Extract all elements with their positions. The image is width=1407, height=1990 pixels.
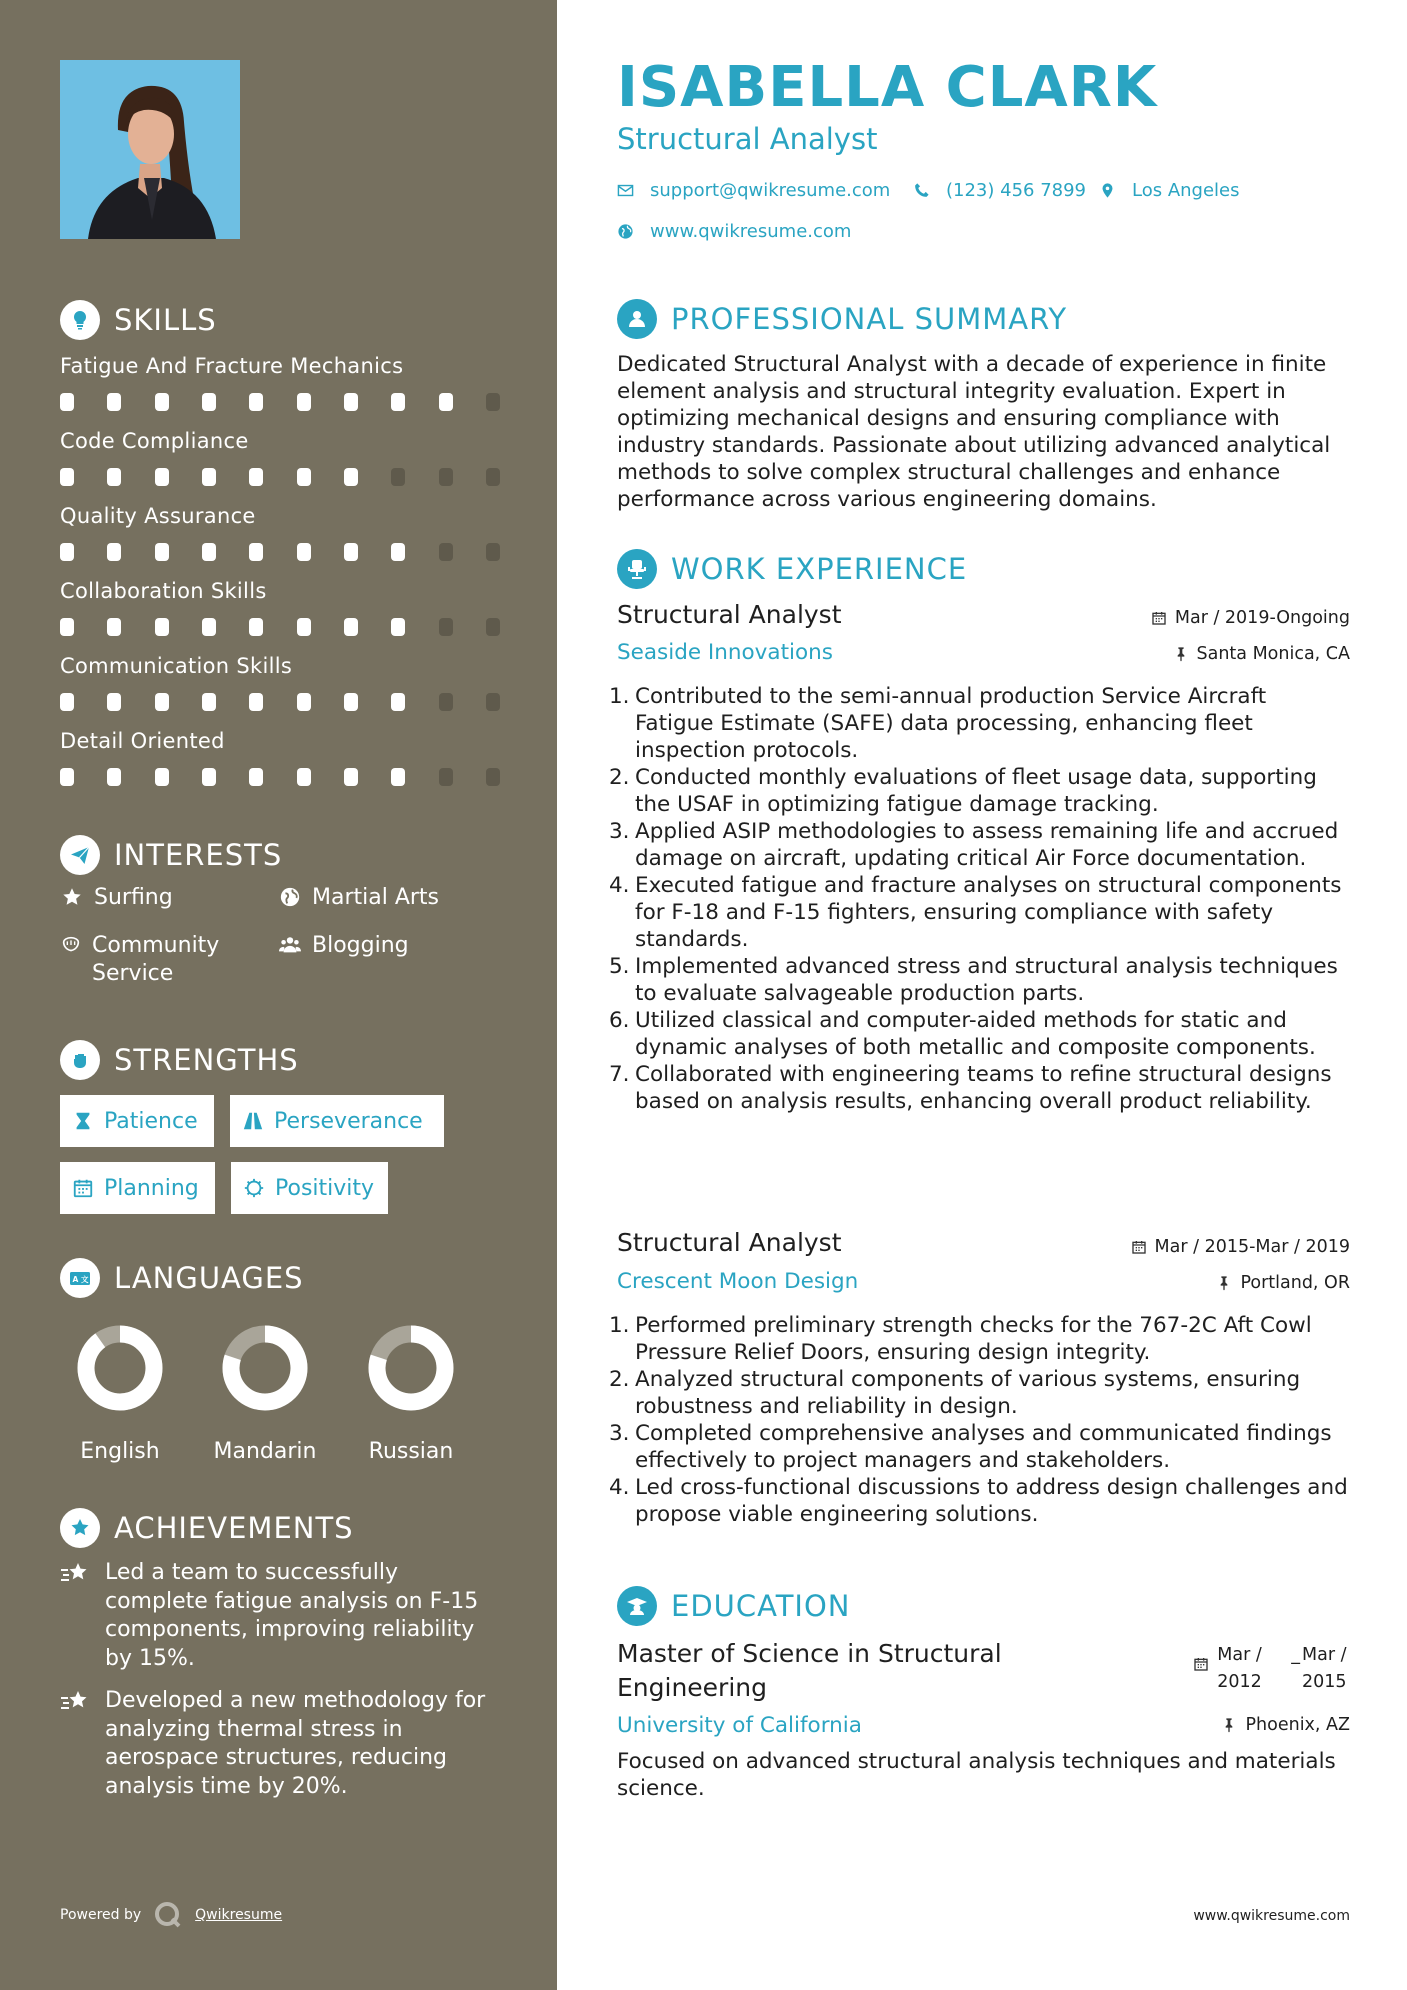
skill-dot [155, 543, 169, 561]
list-item [609, 1420, 1350, 1474]
list-number: 1. [609, 684, 630, 709]
skill-dot [60, 543, 74, 561]
list-item [609, 1061, 1350, 1115]
skill-dot [107, 468, 121, 486]
interests-title: INTERESTS [114, 838, 283, 872]
skill-item [60, 576, 500, 636]
qwikresume-logo-icon [153, 1900, 183, 1930]
skill-dot [202, 693, 216, 711]
job-responsibilities [609, 1312, 1350, 1528]
achievements-heading [60, 1507, 354, 1549]
list-number: 4. [609, 1475, 630, 1500]
list-item [609, 953, 1350, 1007]
skill-dot [107, 768, 121, 786]
skill-dot [249, 468, 263, 486]
skill-dot [202, 468, 216, 486]
paper-plane-icon [60, 835, 100, 875]
list-number: 5. [609, 954, 630, 979]
strengths-title: STRENGTHS [114, 1043, 299, 1077]
road-icon [242, 1110, 264, 1132]
email-text: support@qwikresume.com [650, 180, 891, 201]
language-item [336, 1325, 486, 1464]
skill-dot [297, 618, 311, 636]
skill-dot [344, 768, 358, 786]
language-item [45, 1325, 195, 1464]
skill-rating [60, 393, 500, 411]
phone-text: (123) 456 7899 [946, 180, 1087, 201]
summary-text: Dedicated Structural Analyst with a decade of experience in finite element analysis and structural integrity evaluation. Expert in optimizing mechanical designs and ensuring compliance with industry standards. Passionate about utilizing advanced analytical methods to solve complex structural challenges and enhance performance across various engineering domains. [617, 352, 1331, 512]
contact-website[interactable] [617, 221, 851, 242]
education-heading [617, 1586, 851, 1626]
calendar-icon [72, 1177, 94, 1199]
language-donut [77, 1325, 163, 1411]
skill-dot [202, 618, 216, 636]
list-number: 2. [609, 765, 630, 790]
contact-phone[interactable] [913, 180, 1086, 201]
skill-dot [439, 693, 453, 711]
interest-item [60, 932, 260, 988]
skill-dot [344, 618, 358, 636]
skill-dot [391, 468, 405, 486]
interest-label: Martial Arts [312, 885, 440, 910]
list-text: Performed preliminary strength checks for the 767-2C Aft Cowl Pressure Relief Doors, ensuring design integrity. [635, 1313, 1312, 1365]
star-badge-icon [60, 1508, 100, 1548]
education-date-start: Mar / 2012 [1217, 1645, 1262, 1692]
skill-dot [391, 768, 405, 786]
skill-dot [344, 393, 358, 411]
skill-dot [60, 618, 74, 636]
candidate-name: ISABELLA CLARK [617, 55, 1158, 120]
language-name: English [80, 1439, 160, 1464]
list-text: Utilized classical and computer-aided methods for static and dynamic analyses of both metallic and composite components. [635, 1008, 1316, 1060]
skill-rating [60, 543, 500, 561]
skill-dot [249, 393, 263, 411]
skill-dot [297, 393, 311, 411]
skill-dot [202, 393, 216, 411]
job-date-text: Mar / 2015-Mar / 2019 [1154, 1237, 1350, 1257]
skills-heading [60, 299, 217, 341]
interest-label: Community Service [92, 933, 220, 986]
achievement-text: Developed a new methodology for analyzing thermal stress in aerospace structures, reducing analysis time by 20%. [105, 1688, 486, 1799]
list-item [609, 1474, 1350, 1528]
skill-item [60, 351, 500, 411]
list-number: 4. [609, 873, 630, 898]
skill-rating [60, 618, 500, 636]
strengths-heading [60, 1039, 299, 1081]
list-number: 3. [609, 819, 630, 844]
office-chair-icon [617, 549, 657, 589]
skill-item [60, 651, 500, 711]
skill-rating [60, 693, 500, 711]
language-donut [222, 1325, 308, 1411]
skill-dot [107, 393, 121, 411]
job-title: Structural Analyst [617, 600, 842, 629]
graduate-icon [617, 1586, 657, 1626]
list-item [609, 818, 1350, 872]
skills-title: SKILLS [114, 303, 217, 337]
education-date-separator: _ [1291, 1645, 1300, 1665]
education-description: Focused on advanced structural analysis techniques and materials science. [617, 1749, 1336, 1801]
skill-dot [155, 468, 169, 486]
job-location-text: Santa Monica, CA [1196, 644, 1350, 664]
skill-dot [486, 768, 500, 786]
skill-dot [60, 393, 74, 411]
shooting-star-icon [60, 1559, 92, 1673]
skill-dot [297, 693, 311, 711]
list-item [609, 872, 1350, 953]
map-marker-icon [1099, 182, 1116, 199]
skill-item [60, 726, 500, 786]
skill-dot [486, 468, 500, 486]
strength-chip [60, 1162, 215, 1214]
strength-chip [60, 1095, 214, 1147]
donut-fill [86, 1334, 154, 1402]
list-text: Executed fatigue and fracture analyses on structural components for F-18 and F-15 fighters, ensuring compliance with safety standards. [635, 873, 1342, 952]
interest-label: Blogging [312, 933, 409, 958]
footer-website[interactable]: www.qwikresume.com [1193, 1908, 1350, 1924]
education-date [1193, 1642, 1350, 1696]
list-text: Collaborated with engineering teams to refine structural designs based on analysis results, enhancing overall product reliability. [635, 1062, 1332, 1114]
skill-dot [107, 618, 121, 636]
job-location-text: Portland, OR [1240, 1273, 1350, 1293]
qwikresume-link[interactable]: Qwikresume [195, 1907, 283, 1923]
school-name: University of California [617, 1713, 862, 1738]
summary-title: PROFESSIONAL SUMMARY [671, 302, 1068, 336]
job-date-text: Mar / 2019-Ongoing [1174, 608, 1350, 628]
list-text: Implemented advanced stress and structural analysis techniques to evaluate salvageable production parts. [635, 954, 1338, 1006]
list-text: Applied ASIP methodologies to assess remaining life and accrued damage on aircraft, updating critical Air Force documentation. [635, 819, 1339, 871]
interest-item [60, 884, 173, 912]
achievement-item [60, 1559, 500, 1673]
phone-icon [913, 182, 930, 199]
experience-title: WORK EXPERIENCE [671, 552, 968, 586]
skill-rating [60, 468, 500, 486]
skill-dot [155, 393, 169, 411]
languages-title: LANGUAGES [114, 1261, 304, 1295]
skill-dot [60, 468, 74, 486]
location-text: Los Angeles [1132, 180, 1240, 201]
interest-item [278, 884, 439, 912]
list-text: Led cross-functional discussions to address design challenges and propose viable engineering solutions. [635, 1475, 1348, 1527]
gear-icon [243, 1177, 265, 1199]
skill-dot [486, 618, 500, 636]
language-item [190, 1325, 340, 1464]
skill-name: Communication Skills [60, 654, 293, 678]
language-name: Russian [368, 1439, 454, 1464]
skill-item [60, 426, 500, 486]
skill-dot [344, 468, 358, 486]
pin-icon [1221, 1717, 1237, 1733]
svg-text:文: 文 [81, 1275, 89, 1284]
experience-heading [617, 549, 967, 589]
education-date-end: Mar / 2015 [1302, 1645, 1347, 1692]
skill-dot [107, 693, 121, 711]
list-text: Conducted monthly evaluations of fleet usage data, supporting the USAF in optimizing fatigue damage tracking. [635, 765, 1317, 817]
skill-dot [391, 618, 405, 636]
strength-label: Planning [104, 1175, 199, 1201]
interests-heading [60, 834, 282, 876]
fist-icon [60, 1040, 100, 1080]
skill-dot [155, 618, 169, 636]
languages-heading [60, 1257, 304, 1299]
job-location [1216, 1273, 1350, 1293]
skill-dot [60, 693, 74, 711]
list-number: 7. [609, 1062, 630, 1087]
interest-item [278, 932, 409, 960]
skill-name: Detail Oriented [60, 729, 225, 753]
summary-heading [617, 299, 1067, 339]
powered-by-label: Powered by [60, 1907, 142, 1923]
powered-by [60, 1900, 282, 1930]
skill-dot [486, 393, 500, 411]
education-location-text: Phoenix, AZ [1245, 1715, 1350, 1735]
skill-name: Fatigue And Fracture Mechanics [60, 354, 404, 378]
skill-dot [155, 768, 169, 786]
users-icon [278, 932, 302, 960]
hand-icon [60, 932, 82, 988]
language-icon [60, 1258, 100, 1298]
achievements-title: ACHIEVEMENTS [114, 1511, 354, 1545]
skill-dot [297, 543, 311, 561]
strength-chip [230, 1095, 444, 1147]
profile-photo [60, 60, 240, 239]
svg-text:A: A [72, 1275, 79, 1284]
list-number: 2. [609, 1367, 630, 1392]
calendar-icon [1151, 610, 1167, 626]
job-company: Seaside Innovations [617, 640, 833, 665]
pin-icon [1173, 646, 1189, 662]
pin-icon [1216, 1275, 1232, 1291]
education-title: EDUCATION [671, 1589, 851, 1623]
list-text: Contributed to the semi-annual production Service Aircraft Fatigue Estimate (SAFE) data processing, enhancing fleet inspection protocols. [635, 684, 1267, 763]
skill-dot [439, 618, 453, 636]
skill-rating [60, 768, 500, 786]
lightbulb-icon [60, 300, 100, 340]
contact-email[interactable] [617, 180, 890, 201]
language-donut [368, 1325, 454, 1411]
skill-dot [439, 768, 453, 786]
skill-dot [297, 768, 311, 786]
skill-dot [202, 543, 216, 561]
skill-name: Quality Assurance [60, 504, 256, 528]
skill-dot [60, 768, 74, 786]
job-location [1173, 644, 1351, 664]
skill-dot [391, 693, 405, 711]
strength-label: Positivity [275, 1175, 375, 1201]
strength-label: Patience [104, 1108, 198, 1134]
strength-chip [231, 1162, 388, 1214]
skill-dot [249, 768, 263, 786]
envelope-icon [617, 182, 634, 199]
list-number: 3. [609, 1421, 630, 1446]
user-icon [617, 299, 657, 339]
list-number: 1. [609, 1313, 630, 1338]
achievement-text: Led a team to successfully complete fatigue analysis on F-15 components, improving reliability by 15%. [105, 1560, 479, 1671]
skill-dot [344, 543, 358, 561]
list-item [609, 1366, 1350, 1420]
skill-dot [439, 468, 453, 486]
calendar-icon [1131, 1239, 1147, 1255]
achievement-item [60, 1687, 500, 1801]
person-portrait-image [60, 60, 240, 239]
skill-dot [486, 543, 500, 561]
globe-icon [278, 884, 302, 912]
job-company: Crescent Moon Design [617, 1269, 859, 1294]
job-date [1151, 608, 1350, 628]
skill-dot [391, 543, 405, 561]
skill-dot [107, 543, 121, 561]
job-responsibilities [609, 683, 1350, 1115]
hourglass-icon [72, 1110, 94, 1132]
contact-location [1099, 180, 1240, 201]
list-item [609, 764, 1350, 818]
skill-dot [391, 393, 405, 411]
list-number: 6. [609, 1008, 630, 1033]
skill-dot [155, 693, 169, 711]
list-text: Analyzed structural components of various systems, ensuring robustness and reliability in design. [635, 1367, 1301, 1419]
globe-icon [617, 223, 634, 240]
skill-dot [249, 618, 263, 636]
skill-dot [249, 693, 263, 711]
star-icon [60, 884, 84, 912]
interest-label: Surfing [94, 885, 173, 910]
skill-dot [297, 468, 311, 486]
shooting-star-icon [60, 1687, 92, 1801]
language-name: Mandarin [213, 1439, 317, 1464]
strength-label: Perseverance [274, 1108, 423, 1134]
list-item [609, 1312, 1350, 1366]
candidate-role: Structural Analyst [617, 122, 878, 156]
skill-dot [439, 543, 453, 561]
website-text: www.qwikresume.com [650, 221, 852, 242]
calendar-icon [1193, 1656, 1209, 1672]
skill-dot [486, 693, 500, 711]
skill-name: Code Compliance [60, 429, 249, 453]
skill-name: Collaboration Skills [60, 579, 267, 603]
skill-dot [249, 543, 263, 561]
job-date [1131, 1237, 1350, 1257]
skill-dot [202, 768, 216, 786]
list-text: Completed comprehensive analyses and communicated findings effectively to project managers and stakeholders. [635, 1421, 1332, 1473]
sidebar [0, 0, 557, 1990]
skill-dot [344, 693, 358, 711]
skill-dot [439, 393, 453, 411]
skill-item [60, 501, 500, 561]
degree-title: Master of Science in Structural Engineering [617, 1639, 1002, 1702]
education-location [1221, 1715, 1350, 1735]
job-title: Structural Analyst [617, 1228, 842, 1257]
list-item [609, 1007, 1350, 1061]
list-item [609, 683, 1350, 764]
